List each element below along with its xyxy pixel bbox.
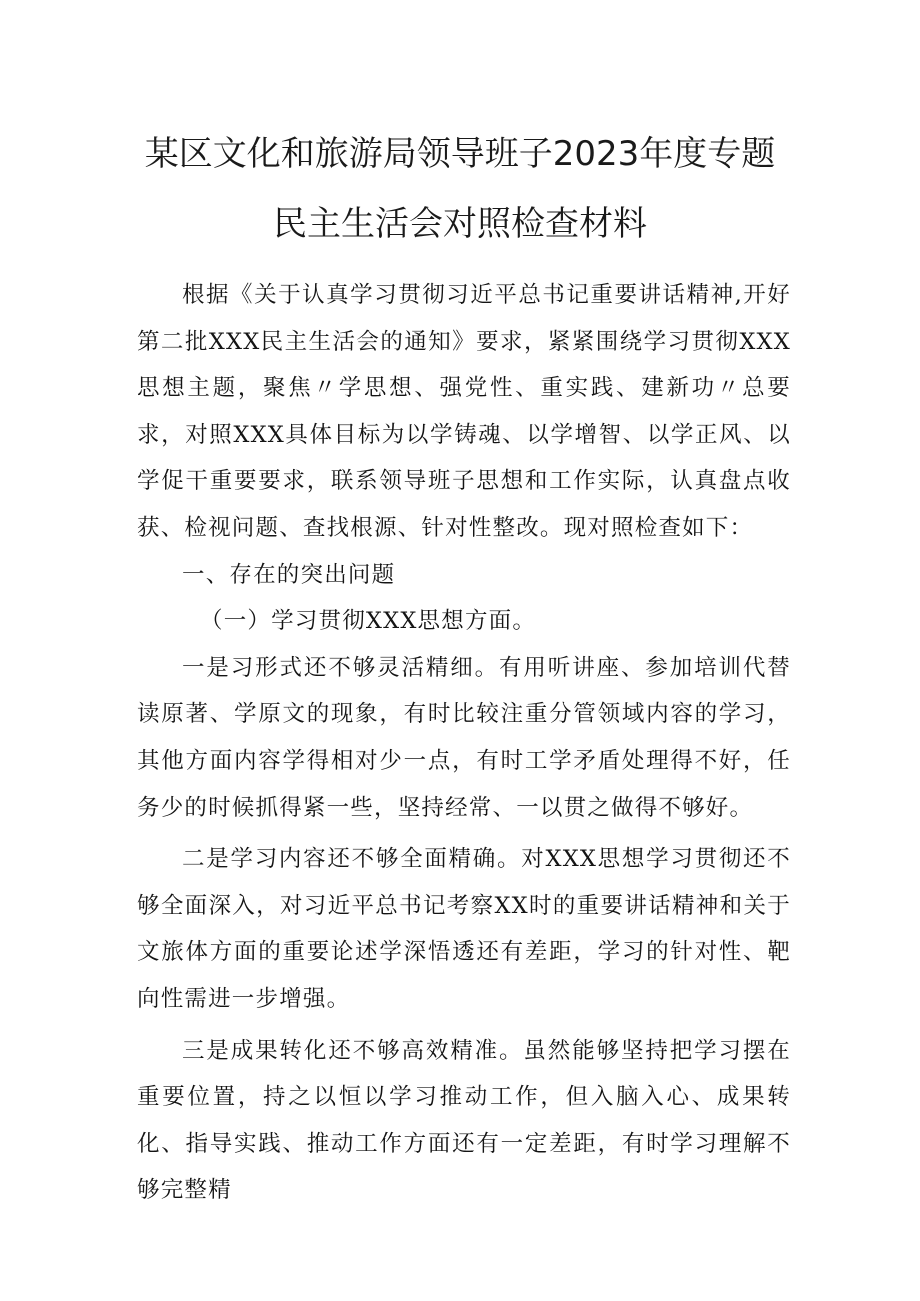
section-heading: 一、存在的突出问题 [182, 561, 396, 588]
body-paragraph-3: 三是成果转化还不够高效精准。虽然能够坚持把学习摆在重要位置，持之以恒以学习推动工作，但入脑入心、成果转化、指导实践、推动工作方面还有一定差距，有时学习理解不够完整精 [137, 1037, 791, 1204]
body-paragraph-2: 二是学习内容还不够全面精确。对XXX思想学习贯彻还不够全面深入，对习近平总书记考察XX时的重要讲话精神和关于文旅体方面的重要论述学深悟透还有差距，学习的针对性、靶向性需进一步增强。 [137, 846, 791, 1012]
intro-paragraph: 根据《关于认真学习贯彻习近平总书记重要讲话精神,开好第二批XXX民主生活会的通知》要求，紧紧围绕学习贯彻XXX思想主题，聚焦〃学思想、强党性、重实践、建新功〃总要求，对照XXX具体目标为以学铸魂、以学增智、以学正风、以学促干重要要求，联系领导班子思想和工作实际，认真盘点收获、检视问题、查找根源、针对性整改。现对照检查如下： [137, 282, 791, 541]
subsection-heading: （一）学习贯彻XXX思想方面。 [200, 608, 537, 635]
document-title-line-2: 民主生活会对照检查材料 [273, 204, 647, 244]
body-paragraph-1: 一是习形式还不够灵活精细。有用听讲座、参加培训代替读原著、学原文的现象，有时比较注重分管领域内容的学习，其他方面内容学得相对少一点，有时工学矛盾处理得不好，任务少的时候抓得紧一些，坚持经常、一以贯之做得不够好。 [137, 654, 791, 821]
document-title-line-1: 某区文化和旅游局领导班子2023年度专题 [144, 134, 776, 174]
document-body [137, 272, 791, 1214]
